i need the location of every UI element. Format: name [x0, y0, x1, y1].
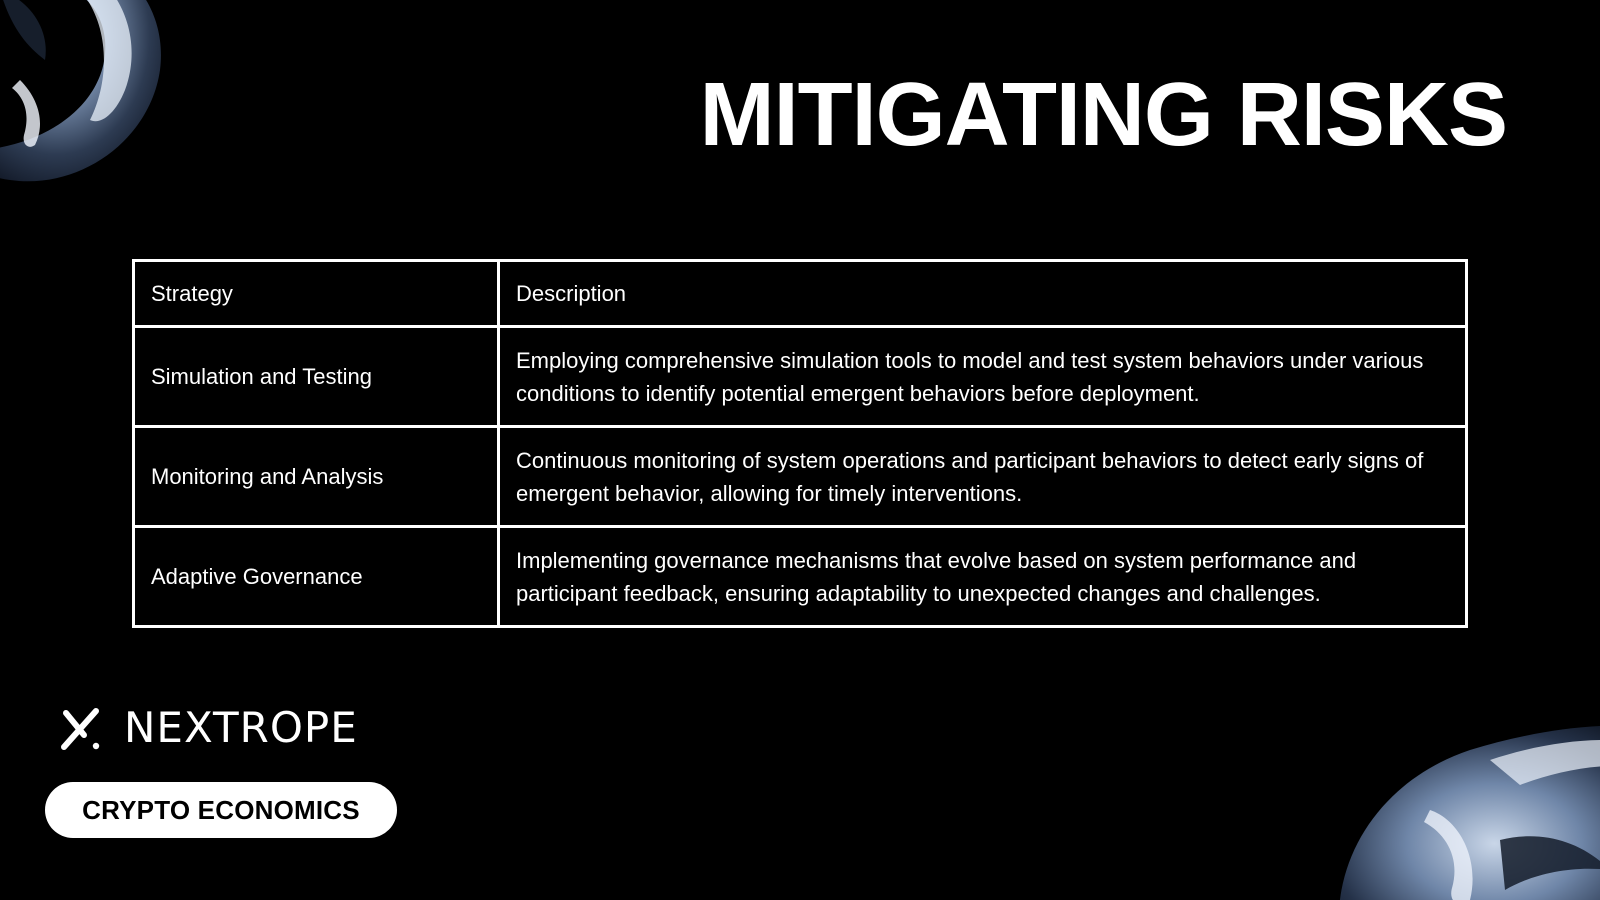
description-cell: Employing comprehensive simulation tools to model and test system behaviors under various conditions to identify potential emergent behaviors before deployment.: [499, 327, 1467, 427]
description-cell: Implementing governance mechanisms that evolve based on system performance and participant feedback, ensuring adaptability to unexpected changes and challenges.: [499, 527, 1467, 627]
table-row: [134, 427, 1467, 527]
strategy-cell: Simulation and Testing: [134, 327, 499, 427]
slide-title: MITIGATING RISKS: [699, 65, 1507, 165]
table-row: [134, 327, 1467, 427]
risk-mitigation-table: [132, 259, 1468, 628]
table-header-row: [134, 261, 1467, 327]
glass-torus-decoration-top-left: [0, 0, 170, 200]
strategy-cell: Monitoring and Analysis: [134, 427, 499, 527]
x-mark-logo-icon: [60, 705, 102, 751]
brand-logo: [60, 705, 358, 751]
brand-name: NEXTROPE: [124, 703, 358, 752]
description-cell: Continuous monitoring of system operations and participant behaviors to detect early signs of emergent behavior, allowing for timely interventions.: [499, 427, 1467, 527]
strategy-cell: Adaptive Governance: [134, 527, 499, 627]
table-row: [134, 527, 1467, 627]
column-header-strategy: Strategy: [134, 261, 499, 327]
column-header-description: Description: [499, 261, 1467, 327]
category-tag: CRYPTO ECONOMICS: [45, 782, 397, 838]
glass-torus-decoration-bottom-right: [1320, 690, 1600, 900]
